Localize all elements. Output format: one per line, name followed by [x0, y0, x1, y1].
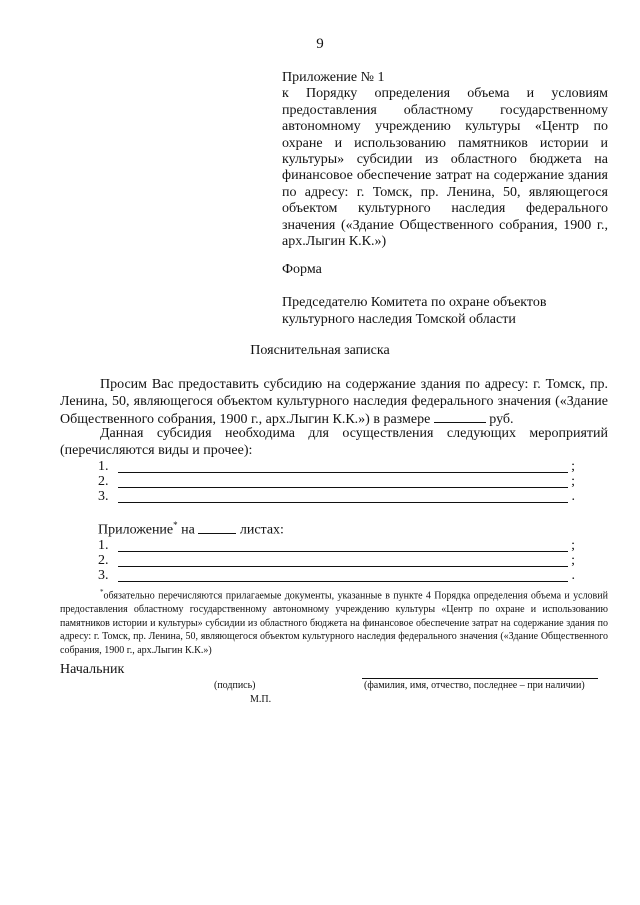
sheets-count-field[interactable] — [198, 521, 236, 534]
activity-row — [98, 489, 578, 506]
purpose-paragraph: Данная субсидия необходима для осуществления следующих мероприятий (перечисляются виды и прочее): — [60, 426, 608, 458]
attachment-line — [98, 520, 284, 539]
footnote-text: обязательно перечисляются прилагаемые документы, указанные в пункте 4 Порядка определения объема и условий предоставления областному государственному автономному учреждению культуры «Центр по охране и использованию памятников истории и культуры» субсидии из областного бюджета на финансовое обеспечение затрат на содержание здания по адресу: г. Томск, пр. Ленина, 50, являющегося объектом культурного наследия федерального значения («Здание Общественного собрания, 1900 г., арх.Лыгин К.К.») — [60, 590, 608, 656]
activity-field[interactable] — [118, 487, 568, 488]
attachment-on: на — [181, 522, 195, 538]
attachment-label: Приложение — [98, 522, 174, 538]
amount-field[interactable] — [434, 410, 486, 423]
attachment-mark: * — [173, 520, 178, 530]
name-field[interactable] — [362, 678, 598, 679]
attachment-end: ; — [571, 553, 575, 568]
request-text: Просим Вас предоставить субсидию на содержание здания по адресу: г. Томск, пр. Ленина, 50, являющегося объектом культурного наследия федерального значения («Здание Общественного собрания, 1900 г., арх.Лыгин К.К.») в размере — [60, 377, 608, 427]
addressee: Председателю Комитета по охране объектов культурного наследия Томской области — [282, 295, 547, 327]
annex-body: к Порядку определения объема и условиям предоставления областному государственному автономному учреждению культуры «Центр по охране и использованию памятников истории и культуры» субсидии из областного бюджета на финансовое обеспечение затрат на содержание здания по адресу: г. Томск, пр. Ленина, 50, являющегося объектом культурного наследия федерального значения («Здание Общественного собрания, 1900 г., арх.Лыгин К.К.») — [282, 86, 608, 250]
activity-end: ; — [571, 459, 575, 474]
signature-caption: (подпись) — [214, 680, 256, 691]
activity-end: ; — [571, 474, 575, 489]
attachment-end: ; — [571, 538, 575, 553]
attachment-sheets: листах: — [239, 522, 284, 538]
attachment-field[interactable] — [118, 566, 568, 567]
attachment-number: 3. — [98, 568, 109, 583]
attachment-end: . — [571, 568, 575, 583]
attachment-field[interactable] — [118, 551, 568, 552]
activity-field[interactable] — [118, 472, 568, 473]
footnote — [60, 586, 608, 657]
activity-number: 1. — [98, 459, 109, 474]
form-label: Форма — [282, 262, 322, 277]
attachment-field[interactable] — [118, 581, 568, 582]
currency-label: руб. — [489, 412, 514, 427]
annex-block — [282, 70, 608, 250]
attachment-number: 1. — [98, 538, 109, 553]
stamp-label: М.П. — [250, 694, 272, 705]
activity-number: 3. — [98, 489, 109, 504]
annex-title: Приложение № 1 — [282, 70, 385, 85]
footnote-mark: * — [100, 588, 104, 596]
name-caption: (фамилия, имя, отчество, последнее – при наличии) — [364, 680, 585, 691]
activity-field[interactable] — [118, 502, 568, 503]
page-number: 9 — [316, 36, 324, 52]
note-title: Пояснительная записка — [250, 343, 390, 358]
attachment-row — [98, 568, 578, 585]
request-paragraph — [60, 376, 608, 428]
signature-role: Начальник — [60, 662, 125, 677]
activity-number: 2. — [98, 474, 109, 489]
attachment-number: 2. — [98, 553, 109, 568]
activity-end: . — [571, 489, 575, 504]
